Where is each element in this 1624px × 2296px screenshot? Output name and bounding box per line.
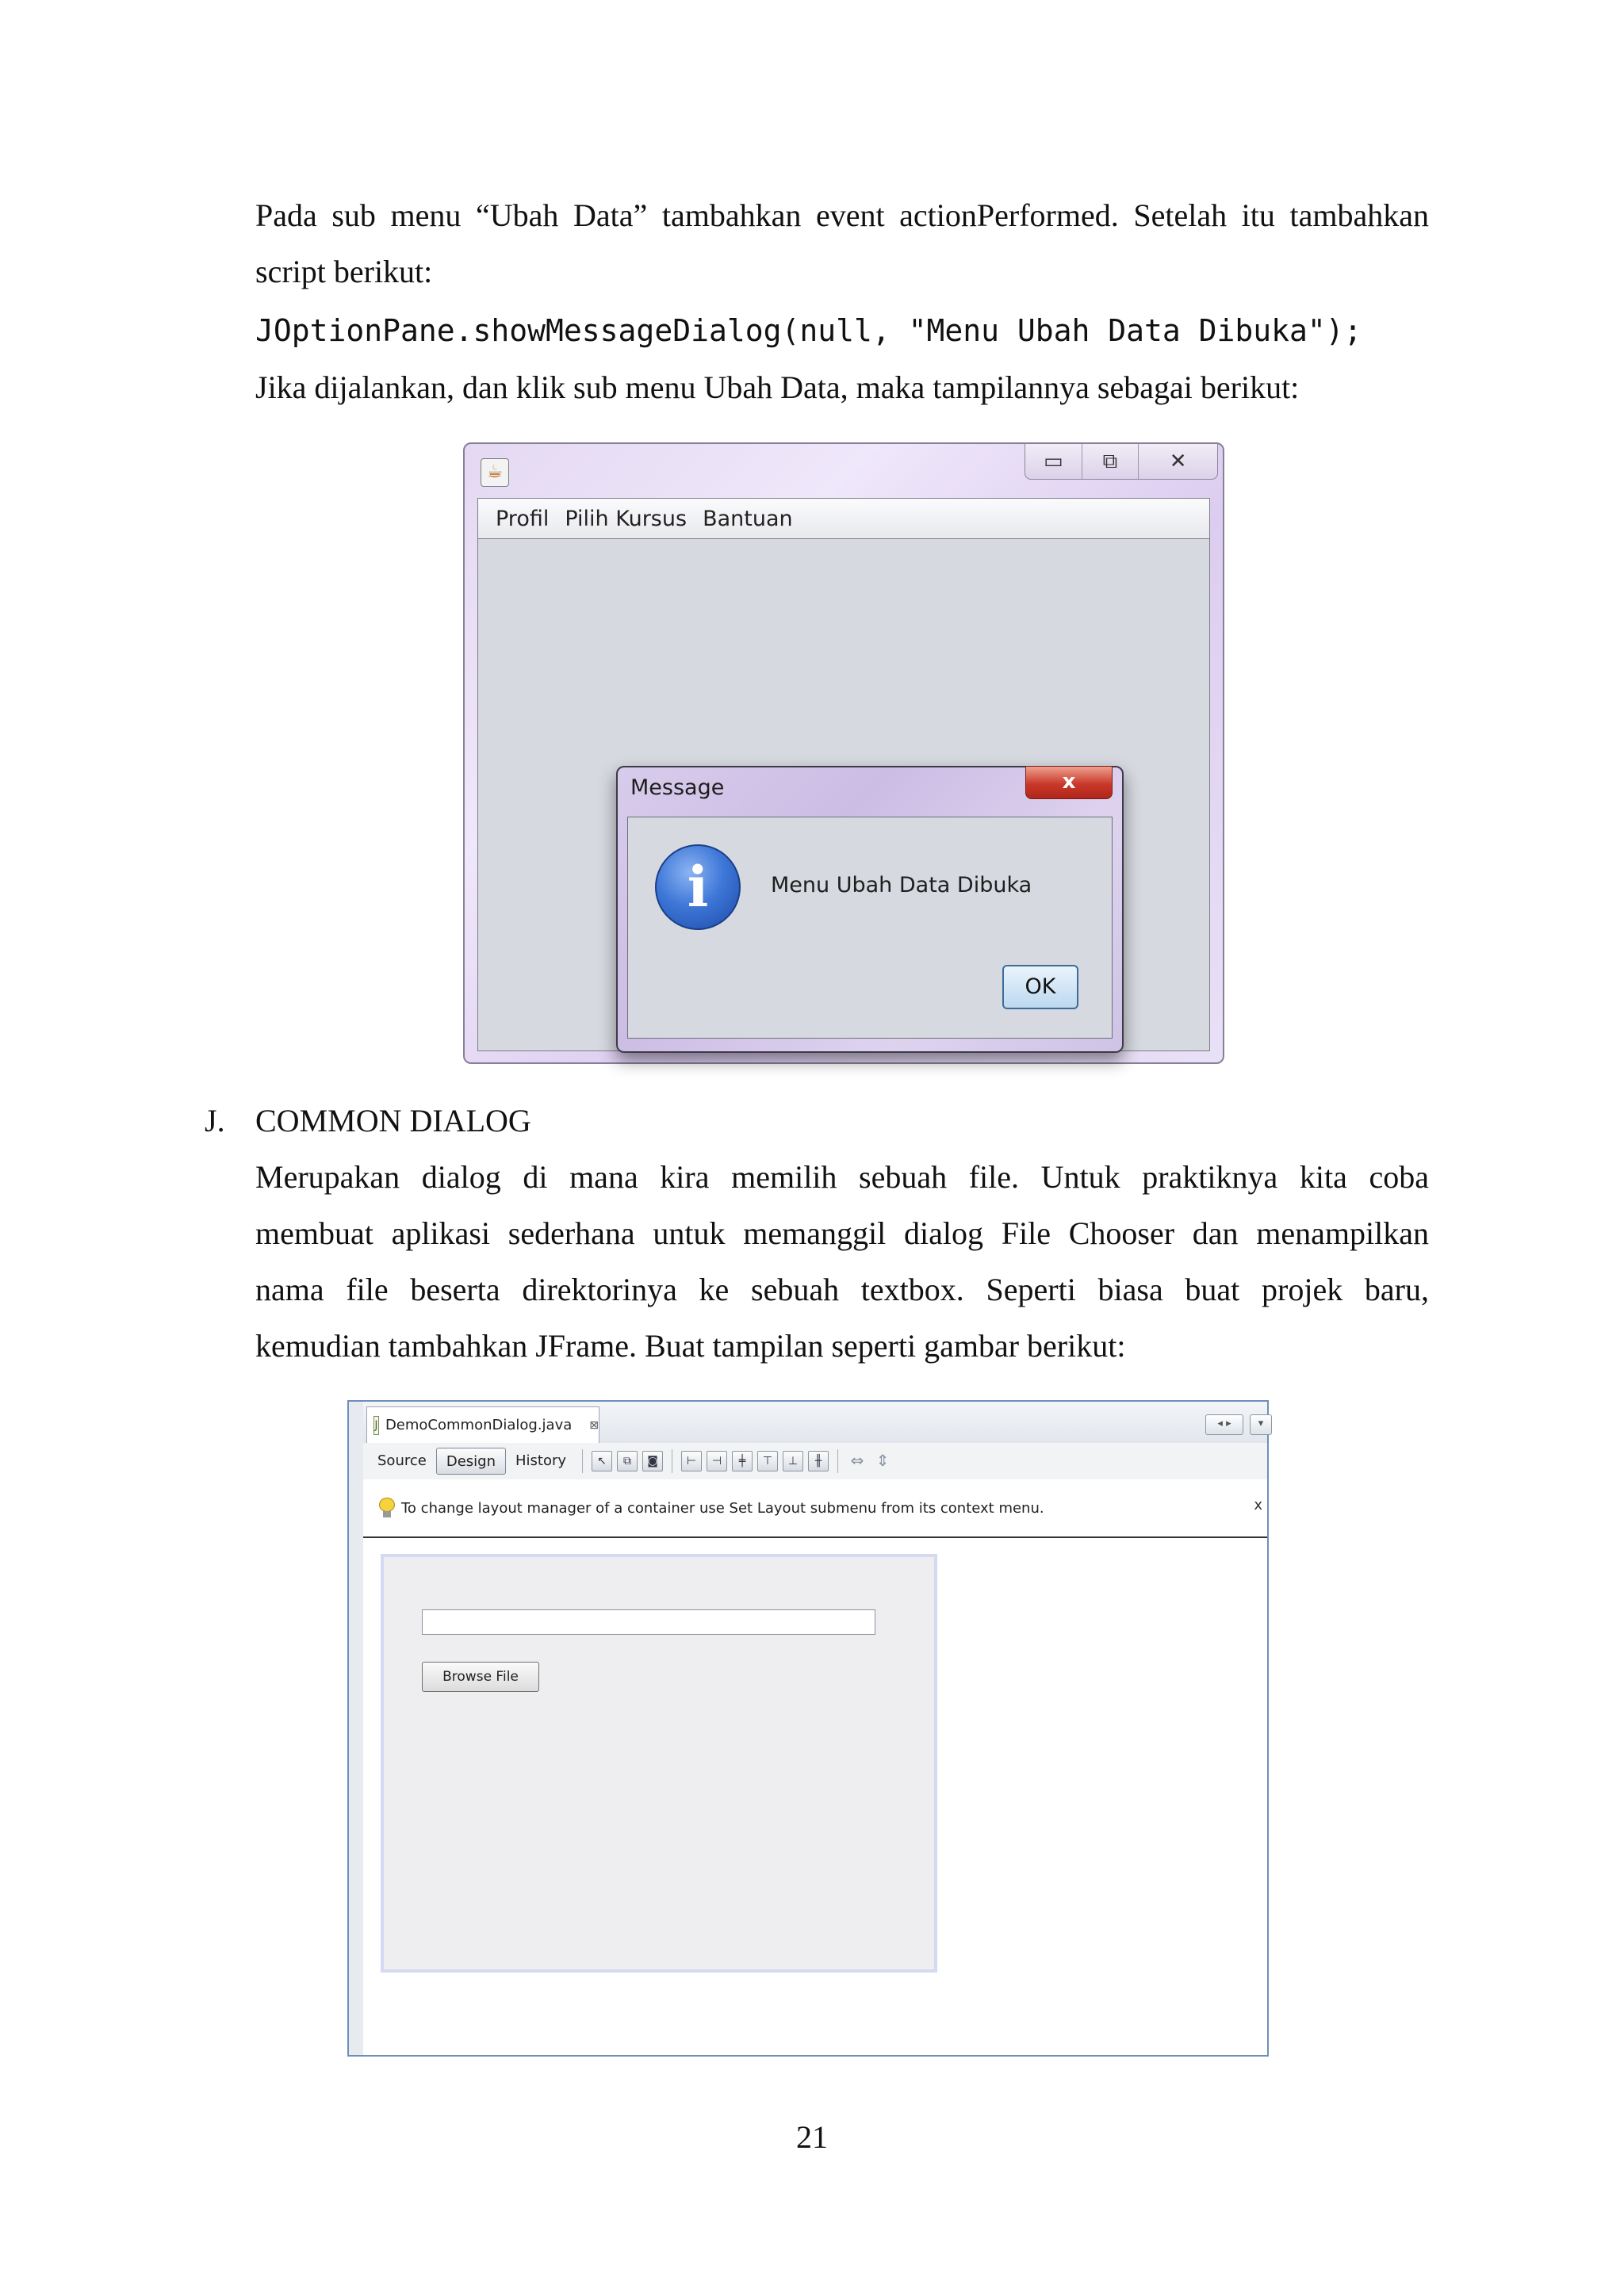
tab-list-dropdown-icon[interactable]: ▾ [1250, 1414, 1272, 1435]
paragraph-line: Jika dijalankan, dan klik sub menu Ubah Data, maka tampilannya sebagai berikut: [255, 369, 1300, 405]
menu-bar [477, 498, 1210, 539]
center-horizontally-icon[interactable]: ╪ [732, 1451, 753, 1471]
layout-hint-bar [363, 1479, 1267, 1538]
restore-icon[interactable]: ⧉ [1082, 444, 1139, 479]
tab-design[interactable]: Design [436, 1448, 506, 1475]
dialog-message: Menu Ubah Data Dibuka [771, 873, 1032, 897]
paragraph-line: nama file beserta direktorinya ke sebuah textbox. Seperti biasa buat projek baru, [255, 1272, 1429, 1307]
lightbulb-icon [379, 1498, 395, 1518]
code-snippet: JOptionPane.showMessageDialog(null, "Menu Ubah Data Dibuka"); [255, 313, 1362, 348]
ok-button[interactable]: OK [1002, 965, 1078, 1009]
align-top-icon[interactable]: ⊤ [757, 1451, 778, 1471]
menu-profil[interactable]: Profil [496, 506, 550, 531]
java-file-icon: J [373, 1416, 379, 1435]
file-tab[interactable] [366, 1406, 599, 1443]
align-left-icon[interactable]: ⊢ [681, 1451, 702, 1471]
selection-mode-icon[interactable]: ↖ [592, 1451, 612, 1471]
menu-pilih-kursus[interactable]: Pilih Kursus [565, 506, 688, 531]
browse-file-button[interactable]: Browse File [422, 1662, 539, 1692]
design-canvas [363, 1538, 1267, 2055]
paragraph-line: script berikut: [255, 254, 433, 289]
netbeans-designer [347, 1400, 1269, 2057]
resize-horizontally-icon[interactable]: ⇔ [850, 1451, 864, 1470]
resize-vertically-icon[interactable]: ⇕ [875, 1451, 890, 1470]
hint-close-icon[interactable]: x [1254, 1497, 1262, 1513]
editor-tab-bar [363, 1402, 1267, 1444]
section-title: COMMON DIALOG [255, 1103, 531, 1138]
message-dialog [616, 766, 1124, 1053]
editor-left-strip [349, 1402, 364, 2055]
page-number: 21 [796, 2119, 828, 2155]
jframe-form[interactable] [381, 1554, 937, 1973]
window-controls [1025, 444, 1218, 480]
editor-toolbar [363, 1443, 1267, 1480]
layout-hint-text: To change layout manager of a container use Set Layout submenu from its context menu. [401, 1499, 1044, 1517]
paragraph-line: membuat aplikasi sederhana untuk memanggil dialog File Chooser dan menampilkan [255, 1215, 1429, 1251]
connection-mode-icon[interactable]: ⧉ [617, 1451, 638, 1471]
info-icon: i [655, 844, 741, 930]
center-vertically-icon[interactable]: ╫ [808, 1451, 829, 1471]
dialog-body [627, 817, 1113, 1039]
paragraph-line: kemudian tambahkan JFrame. Buat tampilan seperti gambar berikut: [255, 1328, 1126, 1364]
dialog-close-icon[interactable]: x [1025, 766, 1113, 799]
file-tab-label: DemoCommonDialog.java [385, 1417, 573, 1433]
window-content [477, 539, 1210, 1051]
tab-close-icon[interactable]: ⊠ [589, 1418, 599, 1432]
dialog-title: Message [630, 775, 725, 800]
file-path-textfield[interactable] [422, 1609, 875, 1635]
scroll-tabs-icon[interactable]: ◂ ▸ [1205, 1414, 1243, 1435]
toolbar-divider [582, 1449, 583, 1473]
tab-source[interactable]: Source [377, 1452, 427, 1469]
align-right-icon[interactable]: ⊣ [707, 1451, 727, 1471]
toolbar-divider [837, 1449, 838, 1473]
minimize-icon[interactable]: ▭ [1025, 444, 1082, 479]
java-app-window [463, 442, 1224, 1064]
section-letter: J. [205, 1103, 225, 1138]
paragraph-line: Merupakan dialog di mana kira memilih sebuah file. Untuk praktiknya kita coba [255, 1159, 1429, 1195]
java-app-icon: ☕ [481, 458, 509, 487]
menu-bantuan[interactable]: Bantuan [703, 506, 793, 531]
preview-design-icon[interactable]: ◙ [642, 1451, 663, 1471]
tab-navigation [1205, 1414, 1272, 1435]
paragraph-line: Pada sub menu “Ubah Data” tambahkan event actionPerformed. Setelah itu tambahkan [255, 197, 1429, 233]
tab-history[interactable]: History [515, 1452, 567, 1469]
align-bottom-icon[interactable]: ⊥ [783, 1451, 803, 1471]
close-icon[interactable]: ✕ [1169, 450, 1187, 473]
